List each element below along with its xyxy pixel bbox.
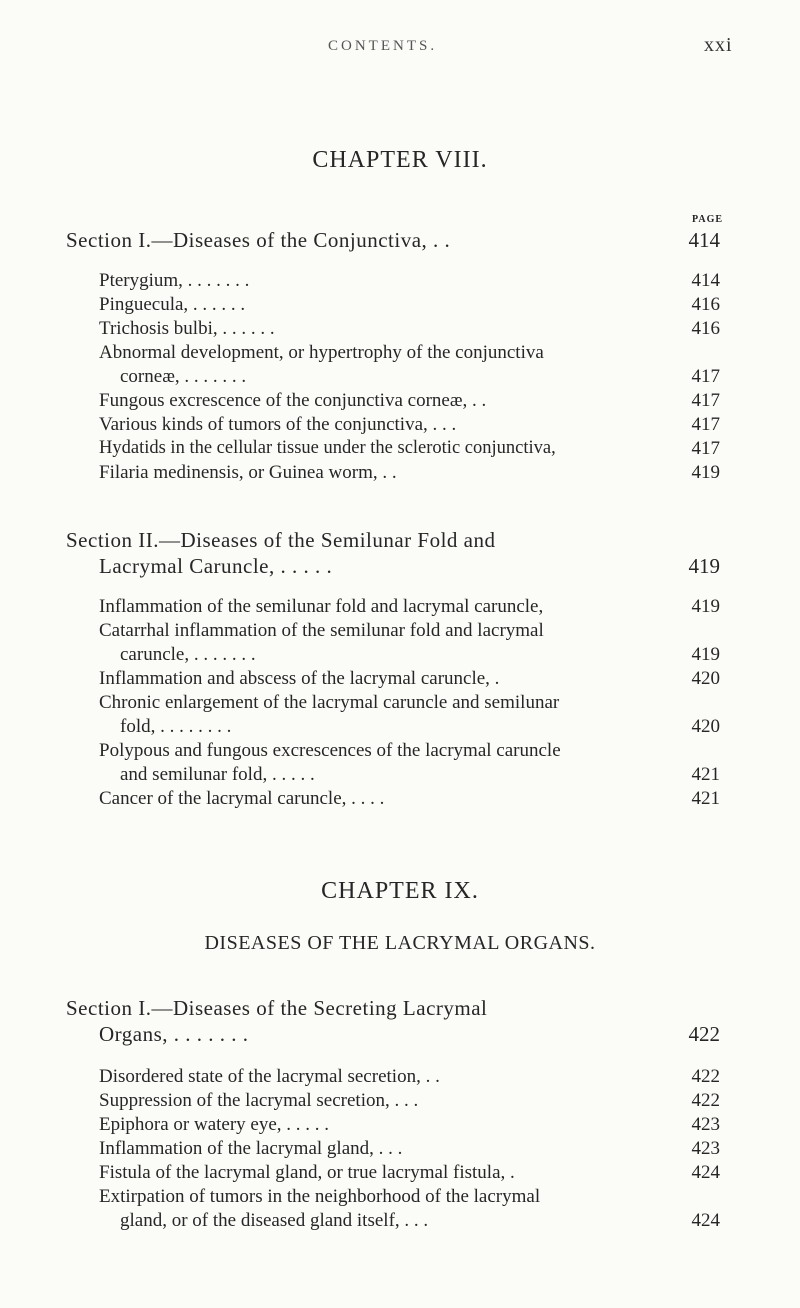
toc-entry: Pterygium, . . . . . . . bbox=[99, 270, 250, 291]
chapter-ix-section-1-page: 422 bbox=[688, 1022, 720, 1046]
toc-entry: Various kinds of tumors of the conjunctiva, . . . bbox=[99, 414, 457, 435]
toc-entry: and semilunar fold, . . . . . bbox=[120, 764, 315, 785]
toc-entry-page: 417 bbox=[691, 366, 720, 387]
toc-entry-page: 423 bbox=[691, 1138, 720, 1159]
toc-entry: Chronic enlargement of the lacrymal caruncle and semilunar bbox=[99, 692, 560, 713]
chapter-viii-section-1-page: 414 bbox=[688, 228, 720, 252]
toc-entry-page: 417 bbox=[691, 414, 720, 435]
toc-entry-page: 417 bbox=[691, 390, 720, 411]
toc-entry: Disordered state of the lacrymal secretion, . . bbox=[99, 1066, 440, 1087]
toc-entry: Inflammation of the lacrymal gland, . . . bbox=[99, 1138, 403, 1159]
toc-entry: Inflammation and abscess of the lacrymal caruncle, . bbox=[99, 668, 500, 689]
toc-entry-page: 424 bbox=[691, 1210, 720, 1231]
running-head-title: CONTENTS. bbox=[328, 38, 438, 54]
toc-entry: Suppression of the lacrymal secretion, . . . bbox=[99, 1090, 419, 1111]
toc-entry-page: 419 bbox=[691, 644, 720, 665]
chapter-viii-title: CHAPTER VIII. bbox=[312, 147, 488, 173]
toc-entry-page: 422 bbox=[691, 1090, 720, 1111]
toc-entry-page: 421 bbox=[691, 788, 720, 809]
toc-entry-page: 414 bbox=[691, 270, 720, 291]
toc-entry-page: 423 bbox=[691, 1114, 720, 1135]
toc-entry: Trichosis bulbi, . . . . . . bbox=[99, 318, 275, 339]
toc-entry-page: 420 bbox=[691, 668, 720, 689]
page-column-label: PAGE bbox=[692, 214, 724, 225]
chapter-ix-title: CHAPTER IX. bbox=[321, 878, 479, 904]
toc-entry-page: 419 bbox=[691, 462, 720, 483]
toc-entry-page: 416 bbox=[691, 318, 720, 339]
chapter-viii-section-2-heading: Section II.—Diseases of the Semilunar Fold and bbox=[66, 528, 496, 552]
chapter-ix-subtitle: DISEASES OF THE LACRYMAL ORGANS. bbox=[204, 932, 596, 954]
toc-entry: Epiphora or watery eye, . . . . . bbox=[99, 1114, 330, 1135]
toc-entry: Hydatids in the cellular tissue under the sclerotic conjunctiva, bbox=[99, 438, 556, 458]
toc-entry-page: 421 bbox=[691, 764, 720, 785]
chapter-viii-section-2-page: 419 bbox=[688, 554, 720, 578]
chapter-ix-section-1-heading-cont: Organs, . . . . . . . bbox=[99, 1022, 249, 1046]
toc-entry: Fungous excrescence of the conjunctiva corneæ, . . bbox=[99, 390, 487, 411]
toc-entry: Pinguecula, . . . . . . bbox=[99, 294, 246, 315]
toc-entry-page: 419 bbox=[691, 596, 720, 617]
toc-entry: corneæ, . . . . . . . bbox=[120, 366, 247, 387]
toc-entry: Fistula of the lacrymal gland, or true lacrymal fistula, . bbox=[99, 1162, 515, 1183]
toc-entry: Extirpation of tumors in the neighborhood of the lacrymal bbox=[99, 1186, 541, 1207]
toc-entry-page: 417 bbox=[691, 438, 720, 459]
toc-entry-page: 420 bbox=[691, 716, 720, 737]
toc-entry: gland, or of the diseased gland itself, . . . bbox=[120, 1210, 429, 1231]
toc-entry-page: 422 bbox=[691, 1066, 720, 1087]
chapter-viii-section-1-heading: Section I.—Diseases of the Conjunctiva, . . bbox=[66, 228, 451, 252]
chapter-ix-section-1-heading: Section I.—Diseases of the Secreting Lacrymal bbox=[66, 996, 488, 1020]
running-head-page-number: xxi bbox=[704, 34, 733, 56]
toc-entry: Catarrhal inflammation of the semilunar fold and lacrymal bbox=[99, 620, 544, 641]
toc-entry: Abnormal development, or hypertrophy of the conjunctiva bbox=[99, 342, 544, 363]
toc-entry-page: 424 bbox=[691, 1162, 720, 1183]
chapter-viii-section-2-heading-cont: Lacrymal Caruncle, . . . . . bbox=[99, 554, 333, 578]
toc-entry-page: 416 bbox=[691, 294, 720, 315]
toc-entry: caruncle, . . . . . . . bbox=[120, 644, 256, 665]
toc-entry: Polypous and fungous excrescences of the lacrymal caruncle bbox=[99, 740, 561, 761]
toc-entry: Inflammation of the semilunar fold and lacrymal caruncle, bbox=[99, 596, 544, 617]
toc-entry: Filaria medinensis, or Guinea worm, . . bbox=[99, 462, 397, 483]
toc-entry: Cancer of the lacrymal caruncle, . . . . bbox=[99, 788, 385, 809]
toc-entry: fold, . . . . . . . . bbox=[120, 716, 232, 737]
